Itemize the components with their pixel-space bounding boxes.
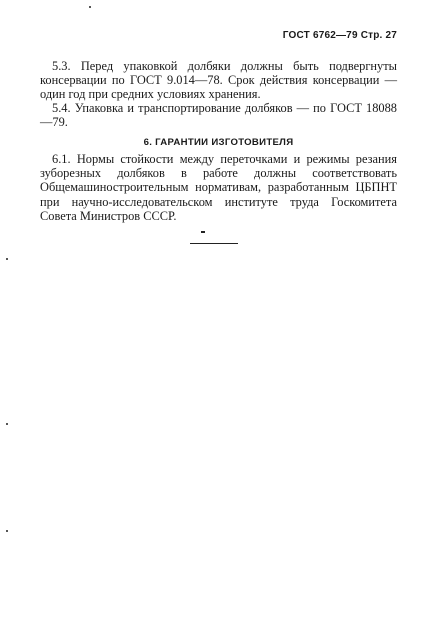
- scan-speck: [6, 423, 8, 425]
- paragraph-5-4-text: 5.4. Упаковка и транспортирование долбяков — по ГОСТ 18088—79.: [40, 101, 397, 130]
- paragraph-6-1-text: 6.1. Нормы стойкости между переточками и режимы резания зуборезных долбяков в работе должны соответствовать Общемашиностроительным нормативам, разработанным ЦБПНТ при научно-исследовательском институте труда Госкомитета Совета Министров СССР.: [40, 152, 397, 223]
- scan-speck: [6, 258, 8, 260]
- section-6-title: 6. ГАРАНТИИ ИЗГОТОВИТЕЛЯ: [143, 137, 294, 148]
- paragraph-5-4: [40, 101, 397, 129]
- paragraph-5-3: [40, 59, 397, 102]
- paragraph-6-1: [40, 152, 397, 223]
- scan-speck: [6, 530, 8, 532]
- end-mark-dash: [201, 231, 205, 233]
- page-header: ГОСТ 6762—79 Стр. 27: [282, 30, 397, 41]
- paragraph-5-3-text: 5.3. Перед упаковкой долбяки должны быть подвергнуты консервации по ГОСТ 9.014—78. Срок действия консервации — один год при средних условиях хранения.: [40, 59, 397, 102]
- end-rule-divider: [190, 243, 238, 244]
- scan-speck: [89, 6, 91, 8]
